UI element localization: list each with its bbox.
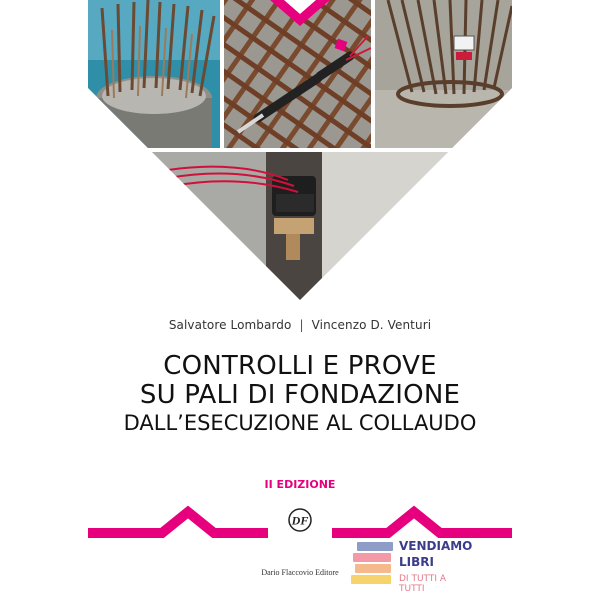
authors-line [88,318,512,332]
rebar-pile-head-photo [88,0,220,148]
publisher-name: Dario Flaccovio Editore [261,568,339,577]
edition-label: II EDIZIONE [264,478,336,491]
pile-load-test-photo [152,152,448,302]
watermark-line-3: DI TUTTI A TUTTI [399,574,447,594]
watermark-badge [351,538,473,594]
publisher-logo-icon [289,509,311,531]
book-title [88,352,512,436]
books-stack-icon [351,540,395,586]
watermark-line-1: VENDIAMO [399,539,473,553]
watermark-line-2: LIBRI [399,555,434,569]
title-line-2: SU PALI DI FONDAZIONE [139,380,461,411]
book-cover [88,0,512,600]
subtitle: DALL’ESECUZIONE AL COLLAUDO [123,411,477,436]
author-separator: | [299,318,304,332]
photo-mosaic [88,0,512,305]
rebar-cage-strain-gauge-photo [375,0,512,148]
photo-mosaic-graphic [88,0,512,305]
author-1: Salvatore Lombardo [168,318,292,332]
title-line-1: CONTROLLI E PROVE [163,351,437,381]
author-2: Vincenzo D. Venturi [311,318,432,332]
publisher-logo-text: DF [291,513,309,528]
